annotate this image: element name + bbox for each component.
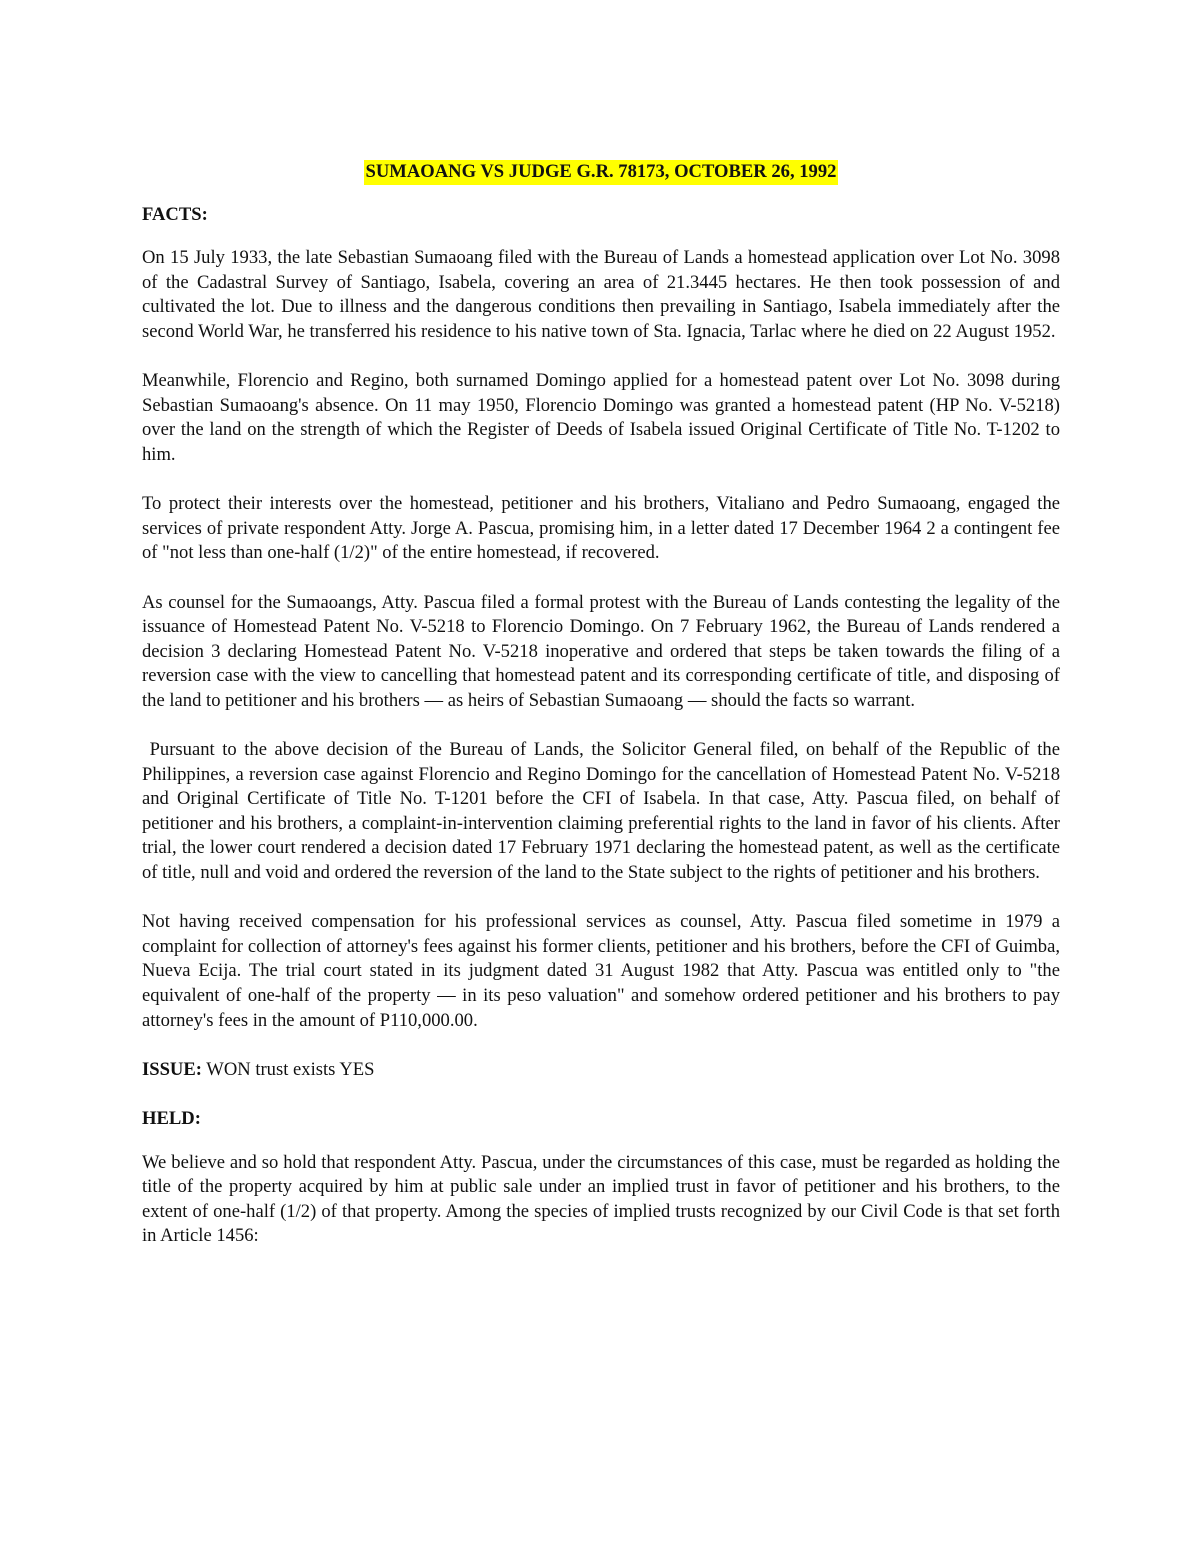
facts-paragraph: On 15 July 1933, the late Sebastian Sumaoang filed with the Bureau of Lands a homestead application over Lot No. 3098 of the Cadastral Survey of Santiago, Isabela, covering an area of 21.3445 hectares. He then took possession of and cultivated the lot. Due to illness and the dangerous conditions then prevailing in Santiago, Isabela immediately after the second World War, he transferred his residence to his native town of Sta. Ignacia, Tarlac where he died on 22 August 1952. <box>142 247 1060 342</box>
facts-heading: FACTS: <box>142 203 208 225</box>
issue-label: ISSUE: <box>142 1058 202 1080</box>
held-heading: HELD: <box>142 1107 201 1129</box>
facts-paragraph: Meanwhile, Florencio and Regino, both surnamed Domingo applied for a homestead patent over Lot No. 3098 during Sebastian Sumaoang's absence. On 11 may 1950, Florencio Domingo was granted a homestead patent (HP No. V-5218) over the land on the strength of which the Register of Deeds of Isabela issued Original Certificate of Title No. T-1202 to him. <box>142 370 1060 465</box>
facts-paragraph: As counsel for the Sumaoangs, Atty. Pascua filed a formal protest with the Bureau of Lands contesting the legality of the issuance of Homestead Patent No. V-5218 to Florencio Domingo. On 7 February 1962, the Bureau of Lands rendered a decision 3 declaring Homestead Patent No. V-5218 inoperative and ordered that steps be taken towards the filing of a reversion case with the view to cancelling that homestead patent and its corresponding certificate of title, and disposing of the land to petitioner and his brothers — as heirs of Sebastian Sumaoang — should the facts so warrant. <box>142 591 1060 711</box>
case-title: SUMAOANG VS JUDGE G.R. 78173, OCTOBER 26, 1992 <box>364 160 839 185</box>
held-paragraph: We believe and so hold that respondent Atty. Pascua, under the circumstances of this case, must be regarded as holding the title of the property acquired by him at public sale under an implied trust in favor of petitioner and his brothers, to the extent of one-half (1/2) of that property. Among the species of implied trusts recognized by our Civil Code is that set forth in Article 1456: <box>142 1151 1060 1247</box>
document-page <box>142 160 1065 1274</box>
facts-paragraph: To protect their interests over the homestead, petitioner and his brothers, Vitaliano and Pedro Sumaoang, engaged the services of private respondent Atty. Jorge A. Pascua, promising him, in a letter dated 17 December 1964 2 a contingent fee of "not less than one-half (1/2)" of the entire homestead, if recovered. <box>142 493 1060 564</box>
issue-line <box>142 1058 1060 1083</box>
title-container <box>142 160 1060 185</box>
facts-paragraph: Not having received compensation for his professional services as counsel, Atty. Pascua filed sometime in 1979 a complaint for collection of attorney's fees against his former clients, petitioner and his brothers, before the CFI of Guimba, Nueva Ecija. The trial court stated in its judgment dated 31 August 1982 that Atty. Pascua was entitled only to "the equivalent of one-half of the property — in its peso valuation" and somehow ordered petitioner and his brothers to pay attorney's fees in the amount of P110,000.00. <box>142 911 1060 1031</box>
issue-text: WON trust exists YES <box>201 1058 375 1080</box>
facts-paragraph: Pursuant to the above decision of the Bureau of Lands, the Solicitor General filed, on behalf of the Republic of the Philippines, a reversion case against Florencio and Regino Domingo for the cancellation of Homestead Patent No. V-5218 and Original Certificate of Title No. T-1201 before the CFI of Isabela. In that case, Atty. Pascua filed, on behalf of petitioner and his brothers, a complaint-in-intervention claiming preferential rights to the land in favor of his clients. After trial, the lower court rendered a decision dated 17 February 1971 declaring the homestead patent, as well as the certificate of title, null and void and ordered the reversion of the land to the State subject to the rights of petitioner and his brothers. <box>142 739 1065 884</box>
